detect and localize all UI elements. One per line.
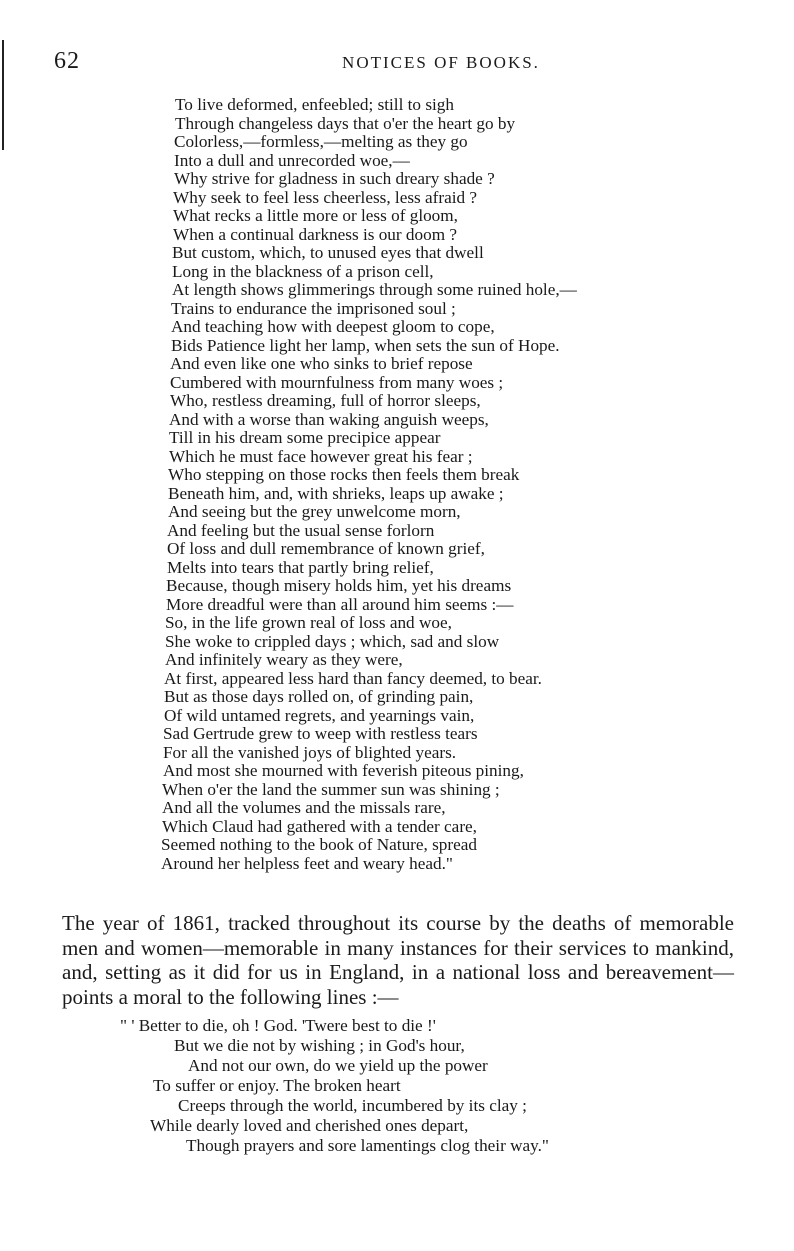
poem-line: Through changeless days that o'er the heart go by [175,113,516,133]
poem-line: Which he must face however great his fear ; [169,446,473,466]
poem-line: Trains to endurance the imprisoned soul ; [171,298,456,318]
poem-line: Who stepping on those rocks then feels them break [168,465,520,484]
poem-line: At length shows glimmerings through some ruined hole,— [172,280,577,299]
poem-line: To live deformed, enfeebled; still to sigh [175,95,454,114]
prose-paragraph: The year of 1861, tracked throughout its course by the deaths of memorable men and women—memorable in many instances for their services to mankind, and, setting as it did for us in England, in a national loss and bereavement—points a moral to the following lines :— [62,911,734,1009]
poem-line: Of loss and dull remembrance of known grief, [167,539,485,558]
poem-line: What recks a little more or less of gloom, [173,206,458,225]
poem-line: Why seek to feel less cheerless, less afraid ? [173,187,477,207]
poem-line: More dreadful were than all around him seems :— [166,594,514,614]
poem-line: When o'er the land the summer sun was shining ; [162,779,500,799]
poem-line: She woke to crippled days ; which, sad and slow [165,631,500,651]
running-title: NOTICES OF BOOKS. [342,53,540,72]
poem-line: Colorless,—formless,—melting as they go [174,132,468,151]
page-header [54,48,768,78]
poem-line: So, in the life grown real of loss and woe, [165,613,452,632]
poem-line: And with a worse than waking anguish weeps, [169,409,489,429]
poem-line: Because, though misery holds him, yet his dreams [166,576,512,595]
poem-line: Long in the blackness of a prison cell, [172,261,434,281]
poem-line: And infinitely weary as they were, [165,650,403,669]
poem-line: And not our own, do we yield up the power [188,1056,488,1075]
poem-line: And seeing but the grey unwelcome morn, [168,502,461,521]
poem-line: And teaching how with deepest gloom to cope, [171,317,495,336]
poem-stanza-1 [0,96,794,873]
poem-line: At first, appeared less hard than fancy deemed, to bear. [164,668,542,688]
poem-line: For all the vanished joys of blighted years. [163,742,457,762]
poem-line: While dearly loved and cherished ones depart, [150,1116,469,1135]
poem-line: Melts into tears that partly bring relief, [167,557,434,577]
poem-line: Sad Gertrude grew to weep with restless tears [163,724,478,743]
poem-line: Cumbered with mournfulness from many woes ; [170,372,504,392]
poem-line: Seemed nothing to the book of Nature, spread [161,835,477,854]
poem-line: When a continual darkness is our doom ? [173,224,457,244]
poem-line: But we die not by wishing ; in God's hour, [174,1036,465,1055]
poem-line: Of wild untamed regrets, and yearnings vain, [164,705,475,725]
page-number: 62 [54,48,80,74]
poem-line: Around her helpless feet and weary head." [161,853,453,873]
poem-line: And all the volumes and the missals rare, [162,798,446,817]
poem-line: Creeps through the world, incumbered by its clay ; [178,1096,527,1115]
poem-line: Though prayers and sore lamentings clog their way." [186,1136,549,1155]
poem-line: Which Claud had gathered with a tender care, [162,816,477,836]
poem-line: But custom, which, to unused eyes that dwell [172,243,484,262]
poem-line: Till in his dream some precipice appear [169,428,441,447]
poem-line: And feeling but the usual sense forlorn [167,520,435,540]
poem-line: Beneath him, and, with shrieks, leaps up awake ; [168,483,504,503]
poem-line: And even like one who sinks to brief repose [170,354,473,373]
poem-stanza-2 [0,1016,794,1156]
poem-line: Bids Patience light her lamp, when sets the sun of Hope. [171,335,560,355]
poem-line: To suffer or enjoy. The broken heart [153,1076,401,1095]
poem-line: And most she mourned with feverish piteous pining, [163,761,524,780]
poem-line: " ' Better to die, oh ! God. 'Twere best to die !' [120,1016,436,1035]
poem-line: Into a dull and unrecorded woe,— [174,150,410,170]
poem-line: But as those days rolled on, of grinding pain, [164,687,474,706]
poem-line: Who, restless dreaming, full of horror sleeps, [170,391,481,410]
poem-line: Why strive for gladness in such dreary shade ? [174,169,495,188]
